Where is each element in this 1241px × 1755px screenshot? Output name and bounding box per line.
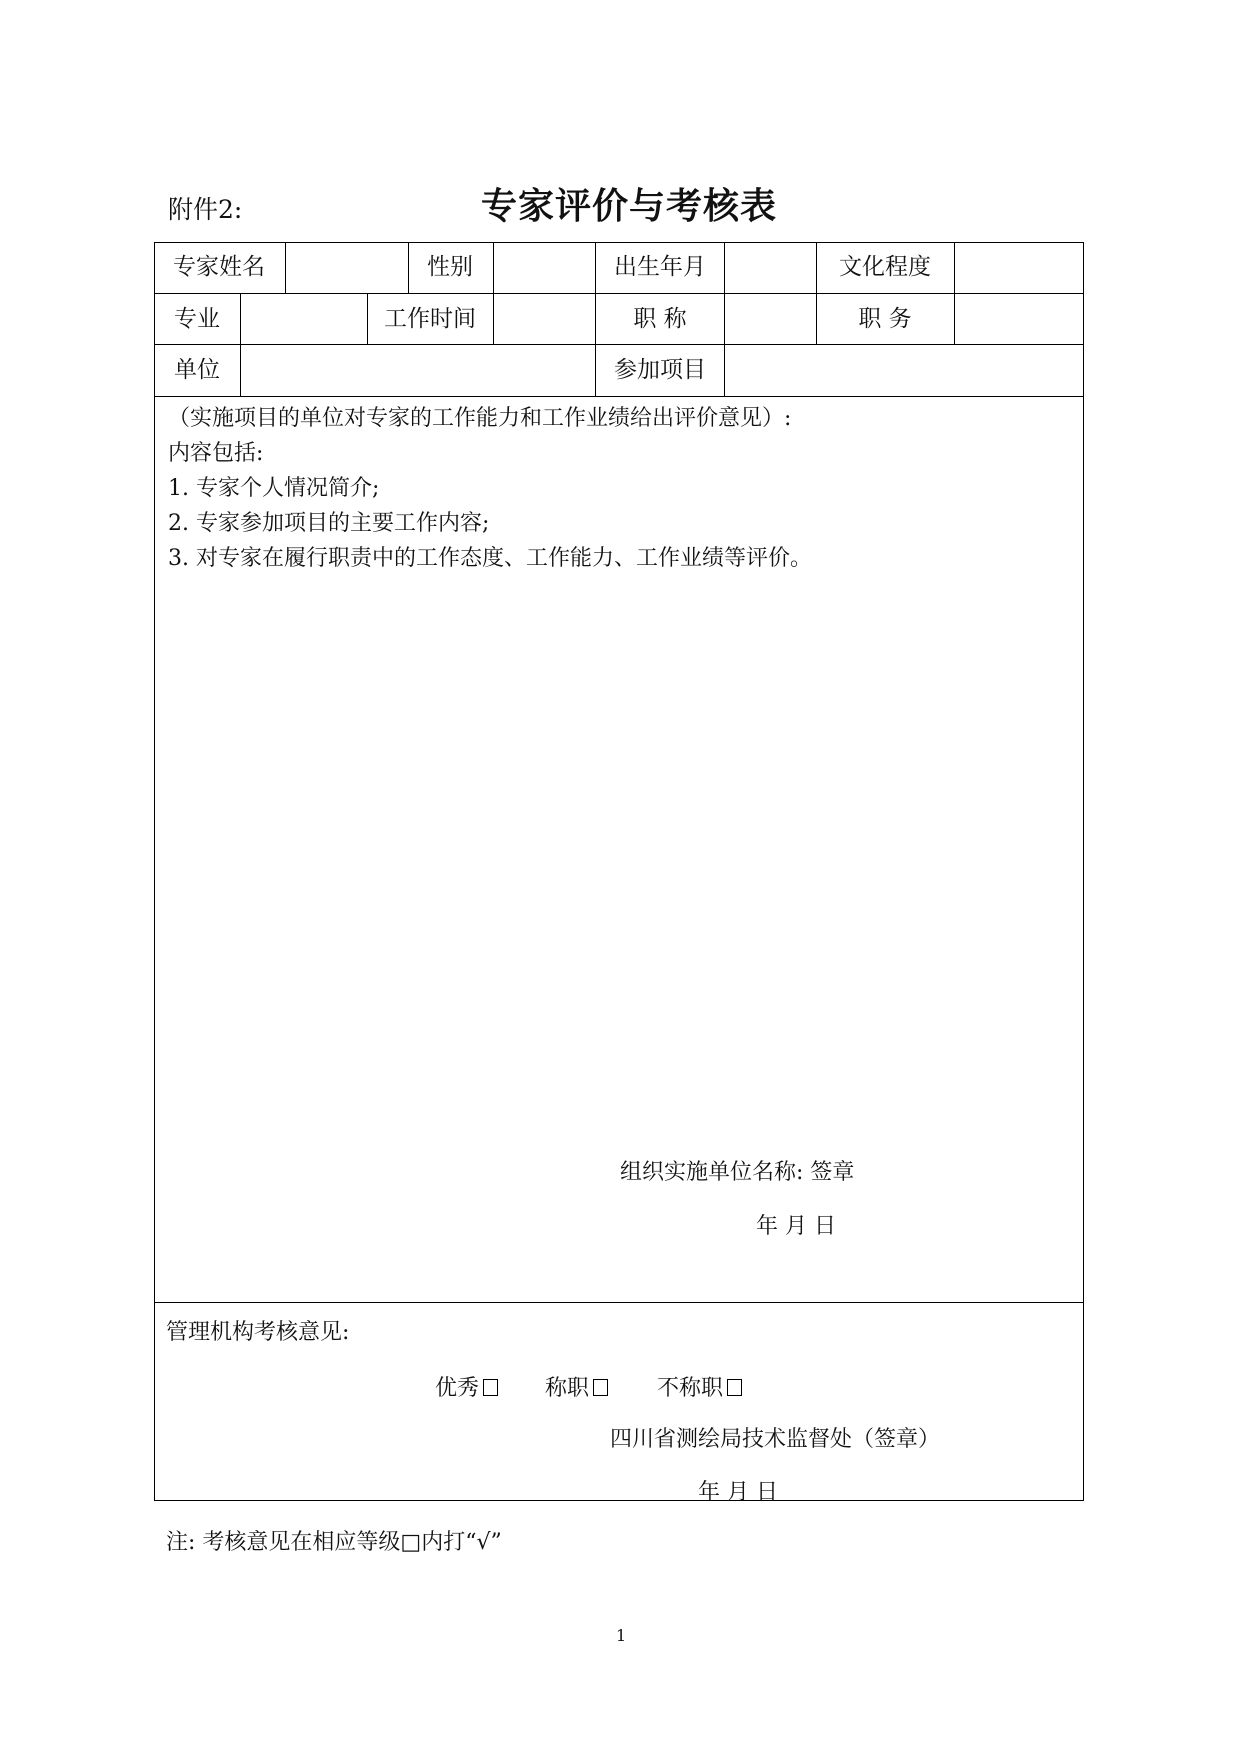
gender-label: 性别 <box>427 254 473 280</box>
col-divider <box>240 293 241 396</box>
rating-excellent[interactable] <box>435 1378 498 1400</box>
form-title: 专家评价与考核表 <box>481 186 778 227</box>
work-time-field[interactable] <box>495 295 594 343</box>
col-divider <box>816 242 817 344</box>
row-divider-3 <box>154 396 1084 397</box>
evaluation-text-area[interactable] <box>160 585 1078 1145</box>
rating-incompetent-label: 不称职 <box>657 1376 724 1401</box>
organization-date: 年 月 日 <box>756 1214 836 1239</box>
col-divider <box>724 242 725 396</box>
col-divider <box>367 293 368 344</box>
rating-competent[interactable] <box>545 1378 608 1400</box>
rating-incompetent[interactable] <box>657 1378 742 1400</box>
work-time-label: 工作时间 <box>384 306 476 332</box>
rating-competent-label: 称职 <box>545 1376 590 1401</box>
row-divider-2 <box>154 344 1084 345</box>
unit-field[interactable] <box>242 346 594 395</box>
rating-excellent-label: 优秀 <box>435 1376 480 1401</box>
bureau-signature: 四川省测绘局技术监督处（签章） <box>610 1427 941 1452</box>
col-divider <box>493 242 494 293</box>
unit-label: 单位 <box>174 357 220 383</box>
content-label: 内容包括: <box>168 441 264 466</box>
education-field[interactable] <box>956 244 1082 292</box>
project-label: 参加项目 <box>614 357 706 383</box>
col-divider <box>595 242 596 396</box>
organization-signature: 组织实施单位名称: 签章 <box>620 1160 855 1185</box>
col-divider <box>493 293 494 344</box>
expert-name-label: 专家姓名 <box>173 254 265 280</box>
expert-name-field[interactable] <box>287 244 407 292</box>
position-label: 职 务 <box>858 306 912 332</box>
col-divider <box>954 242 955 344</box>
col-divider <box>408 242 409 293</box>
education-label: 文化程度 <box>839 254 931 280</box>
page-number: 1 <box>616 1626 627 1645</box>
birth-date-label: 出生年月 <box>614 254 706 280</box>
birth-date-field[interactable] <box>726 244 815 292</box>
professional-title-label: 职 称 <box>633 306 687 332</box>
position-field[interactable] <box>956 295 1082 343</box>
assessment-date: 年 月 日 <box>698 1480 778 1505</box>
row-divider-4 <box>154 1302 1084 1303</box>
major-label: 专业 <box>174 306 220 332</box>
content-item-3: 3. 对专家在履行职责中的工作态度、工作能力、工作业绩等评价。 <box>168 546 812 571</box>
content-item-2: 2. 专家参加项目的主要工作内容; <box>168 511 490 536</box>
assessment-label: 管理机构考核意见: <box>166 1320 350 1345</box>
professional-title-field[interactable] <box>726 295 815 343</box>
checkbox-incompetent[interactable] <box>727 1379 742 1396</box>
checkbox-competent[interactable] <box>593 1379 608 1396</box>
content-item-1: 1. 专家个人情况简介; <box>168 476 380 501</box>
evaluation-instruction: （实施项目的单位对专家的工作能力和工作业绩给出评价意见）: <box>168 406 792 431</box>
col-divider <box>285 242 286 293</box>
project-field[interactable] <box>726 346 1082 395</box>
footnote: 注: 考核意见在相应等级□内打“√” <box>166 1530 502 1555</box>
row-divider-1 <box>154 293 1084 294</box>
gender-field[interactable] <box>495 244 594 292</box>
major-field[interactable] <box>242 295 366 343</box>
checkbox-excellent[interactable] <box>483 1379 498 1396</box>
attachment-label: 附件2: <box>168 195 243 224</box>
